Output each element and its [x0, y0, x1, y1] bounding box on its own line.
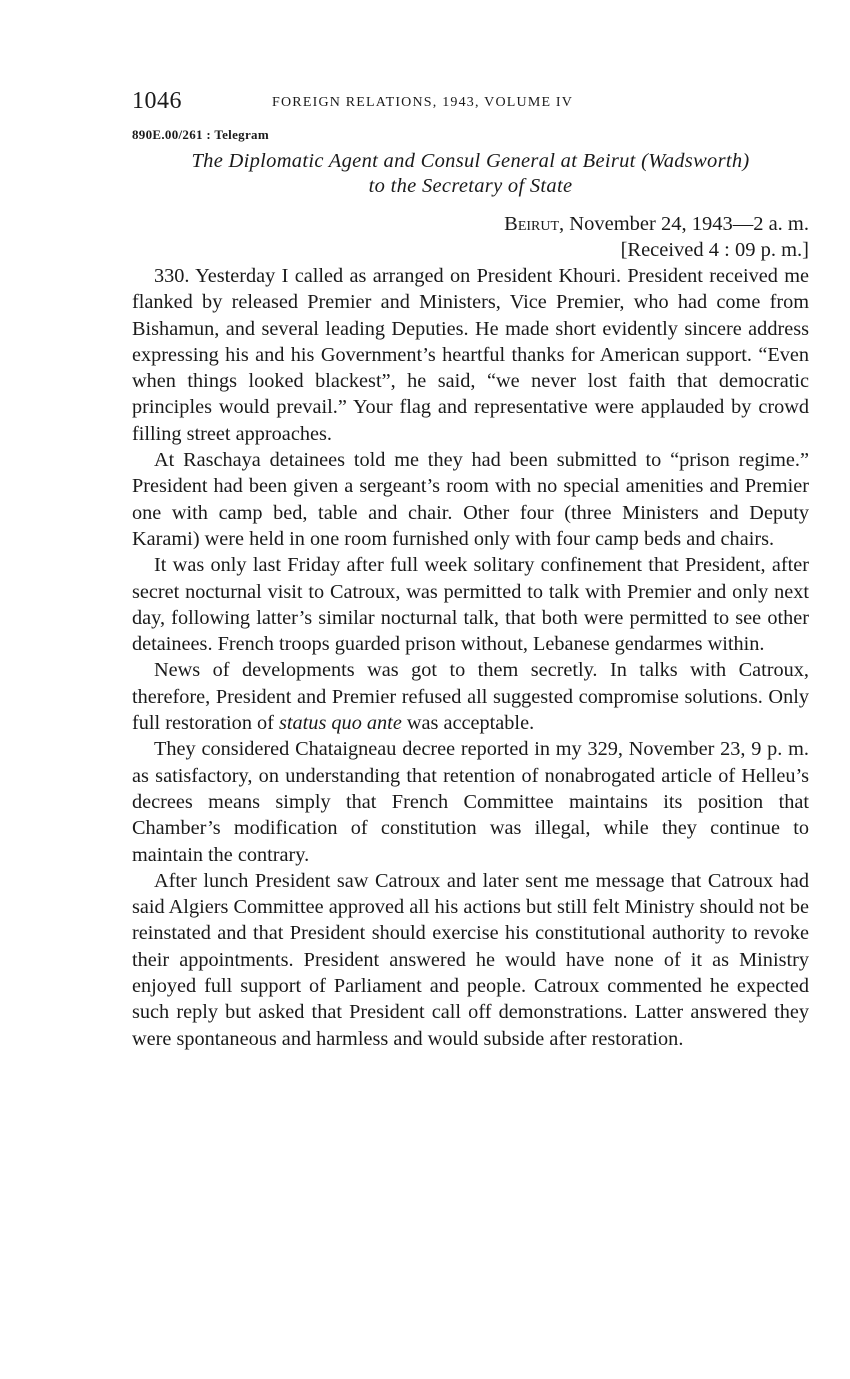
dateline-place: Beirut: [504, 213, 560, 235]
paragraph-4-text-start: News of developments was got to them secretly. In talks with Catroux, therefore, President and Premier refused all suggested compromise solutions. Only full restoration of: [132, 659, 809, 735]
paragraph-4-text-end: was acceptable.: [401, 712, 535, 735]
running-title: FOREIGN RELATIONS, 1943, VOLUME IV: [272, 95, 574, 110]
document-title-line-1: The Diplomatic Agent and Consul General at Beirut (Wadsworth): [191, 150, 750, 172]
received-time: [Received 4 : 09 p. m.]: [620, 239, 809, 261]
page-number: 1046: [132, 88, 182, 114]
dateline-date: , November 24, 1943—2 a. m.: [559, 213, 809, 235]
paragraph-2: At Raschaya detainees told me they had been submitted to “prison regime.” President had been given a sergeant’s room with no special amenities and Premier one with camp bed, table and chair. Other four (three Ministers and Deputy Karami) were held in one room furnished only with four camp beds and chairs.: [132, 449, 809, 550]
file-reference: 890E.00/261 : Telegram: [132, 127, 269, 142]
document-page: [132, 88, 809, 1052]
paragraph-5: They considered Chataigneau decree reported in my 329, November 23, 9 p. m. as satisfactory, on understanding that retention of nonabrogated article of Helleu’s decrees means simply that French Committee maintains its position that Chamber’s modification of constitution was illegal, while they continue to maintain the contrary.: [132, 738, 809, 866]
paragraph-3: It was only last Friday after full week solitary confinement that President, after secret nocturnal visit to Catroux, was permitted to talk with Premier and only next day, following latter’s similar nocturnal talk, that both were permitted to see other detainees. French troops guarded prison without, Lebanese gendarmes within.: [132, 554, 809, 656]
paragraph-1: 330. Yesterday I called as arranged on President Khouri. President received me flanked by released Premier and Ministers, Vice Premier, who had come from Bishamun, and several leading Deputies. He made short evidently sincere address expressing his and his Government’s heartful thanks for American support. “Even when things looked blackest”, he said, “we never lost faith that democratic principles would prevail.” Your flag and representative were applauded by crowd filling street approaches.: [132, 265, 809, 445]
document-title: [132, 149, 809, 199]
running-head: [132, 88, 809, 122]
telegram-body: [132, 263, 809, 1052]
dateline: [132, 211, 809, 237]
paragraph-4: [132, 657, 809, 736]
paragraph-6: After lunch President saw Catroux and later sent me message that Catroux had said Algiers Committee approved all his actions but still felt Ministry should not be reinstated and that President should exercise his constitutional authority to revoke their appointments. President answered he would have none of it as Ministry enjoyed full support of Parliament and people. Catroux commented he expected such reply but asked that President call off demonstrations. Latter answered they were spontaneous and harmless and would subside after restoration.: [132, 869, 809, 1050]
paragraph-4-italic-phrase: status quo ante: [279, 712, 402, 735]
document-title-line-2: to the Secretary of State: [368, 175, 573, 197]
